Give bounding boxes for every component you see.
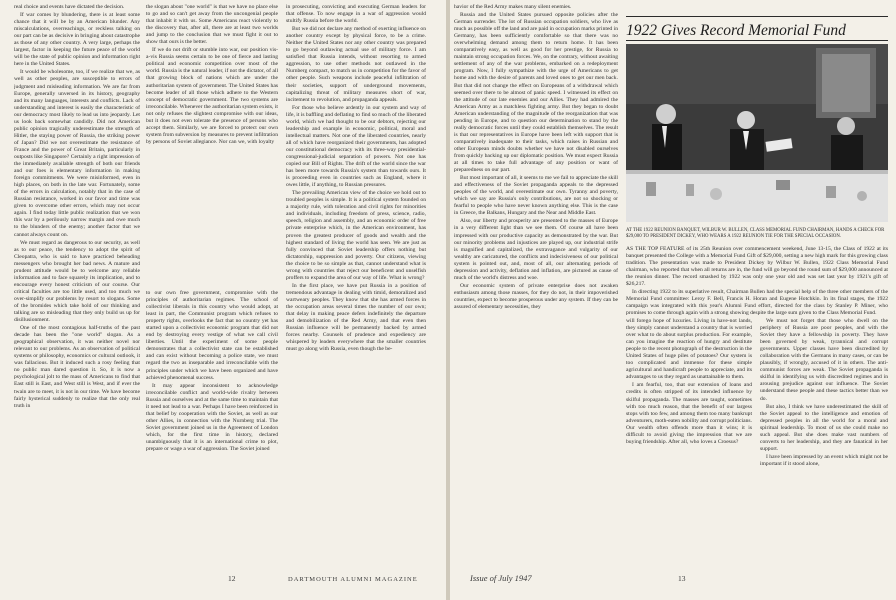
paragraph: In the first place, we have put Russia in a position of tremendous advantage in dealing with timid, demoralized and wartweary peoples. They know that she has armed forces in the occupation areas several times the number of our own; that delay in making peace defers indefinitely the departure and demobilization of the Red Army, and that even then Russian influence will be permanently backed by armed forces nearby. Counsels of prudence and expediency are whispered by leaders everywhere that the smaller countries must go along with Russia, even though the be- — [286, 282, 426, 353]
paragraph: I am fearful, too, that our extension of loans and credits is often stripped of its intended influence by skilful propaganda. The masses are taught, sometimes with too much reason, that the benefit of our largess stops with too few, and among them too many bankrupt adventurers, moth-eaten nobility and corrupt politicians. Our wealth often offends more than it wins; it is difficult to avoid giving the impression that we are buying friendship. After all, who loves a Croesus? — [626, 382, 752, 445]
right-page — [450, 0, 896, 600]
paragraph: Also, our liberty and prosperity are presented to the masses of Europe in a very different light than we see them. Of course all have been impressed with our productive capacity as demonstrated by the war. But our minority problems and injustices are played up, our industrial strife is magnified and capitalized, the extravagance and vulgarity of our wealthy are caricatured, the conflicts and indecisiveness of our political system is pointed out, and, most of all, our alternating periods of depression and activity, deflation and inflation, are pictured as cause of much of the world's distress and woe. — [454, 218, 618, 281]
right-column-1 — [454, 4, 618, 566]
paragraph: havior of the Red Army makes many silent enemies. — [454, 4, 572, 10]
paragraph: In directing 1922 to its superlative result, Chairman Bullen had the special help of the three other members of the Memorial Fund committee: Leroy F. Bell, Francis H. Horan and Eugene Hotchkin. In its final stages, the 1922 campaign was integrated with this year's Alumni Fund effort, directed for the class by Stanley P. Miner, who promises to come through again with a strong showing despite the large sum given to the Class Memorial Fund. — [626, 289, 888, 317]
left-column-2-top — [146, 4, 278, 282]
paragraph: But we did not declare any method of exerting influence on another country except by physical force, to be a crime. Neither the United States nor any other country was prepared to go beyond outlawing actual use of military force. I am satisfied that Russia intends, without resorting to armed aggression, to use other methods not outlawed in the Nurnberg compact, to match us in competition for the favor of other people. Such weapons include peaceful infiltration of their societies, support of underground movements, capitalizing threat of military measures short of war, incitement to revolution, and propaganda appeals. — [286, 26, 426, 103]
right-column-3 — [760, 318, 888, 566]
banquet-photo-illustration — [626, 44, 888, 222]
article-body — [626, 246, 888, 318]
paragraph: We must regard as dangerous to our security, as well as to our peace, the tendency to adopt the spirit of Cleopatra, who is said to have practiced beheading messengers who brought her bad news. A mature and prudent attitude would be to welcome any reliable information and to face squarely its implication, and to encourage every honest criticism of our course. Our critical faculties are too little used, and too much we over-simplify our problems by resort to slogans. Some of the bromides which take hold of our thinking and talking are so misleading that they only build us up for disillusionment. — [14, 239, 140, 324]
left-column-1 — [14, 4, 140, 566]
paragraph: will forego hope of luxuries. Living in have-not lands, they simply cannot understand a country that is worried over what to do about surplus production. For example, can you imagine the reaction of hungry and destitute people to the recent photograph of the destruction in the United States of huge piles of potatoes? Our system is too complicated and immense for these simple agricultural and handicraft people to appreciate, and its advantages to us they regard as unattainable to them. — [626, 318, 752, 381]
paragraph: If we do not drift or stumble into war, our position vis-a-vis Russia seems certain to be one of fierce and lasting political and economic competition over most of the world. Russia is the natural leader, if not the dictator, of all that growing block of nations which are under the authoritarian system of government. The United States has become leader of all those which adhere to the Western concept of democratic government. The two systems are irreconcilable. Whenever the authoritarian system exists, it not only refuses the slightest compromise with our ideas, but it does not even tolerate the presence of persons who accept them. Similarly, we are forced to protect our own system from subversion by measures to prevent infiltration by persons of Soviet allegiance. Nor can we, with loyalty — [146, 47, 278, 145]
page-number: 13 — [678, 574, 686, 583]
paragraph: the slogan about "one world" is that we have no place else to go and so can't get away from the uncongenial people that inhabit it with us. Some Americans react violently to the discovery that, after all, there are at least two worlds and jump to the conclusion that we must fight it out to show that ours is the better. — [146, 4, 278, 46]
paragraph: We must not forget that those who dwell on the periphery of Russia are poor peoples, and with the Soviet they have a fellowship in poverty. They have been governed by weak, tyrannical and corrupt governments. Upper classes have been discredited by collaboration with the Germans in many cases, or can be plausibly, if wrongly, accused of it in others. The anti-communist forces are weak. The Soviet propaganda is skilful in identifying us with discredited regimes and in arousing prejudice against our influence. The Soviet understand these people and these tactics better than we do. — [760, 318, 888, 402]
running-head: DARTMOUTH ALUMNI MAGAZINE — [288, 576, 418, 583]
paragraph: AS THE TOP FEATURE of its 25th Reunion over commencement weekend, June 13-15, the Class of 1922 at its banquet presented the College with a Memorial Fund Gift of $29,000, setting a new high mark for this growing class tradition. The presentation was made to President Dickey by Wilbur W. Bullen, 1922 Class Memorial Fund chairman, who reported that when all returns are in, the fund will go beyond the round sum of $29,000 announced at the reunion dinner. The record smashed by 1922 was only one year old and was set last year by 1921's gift of $26,217. — [626, 246, 888, 288]
paragraph: The prevailing American view of the choice we hold out to troubled peoples is simple. It is a political system founded on a majority rule, with toleration and civil rights for minorities and individuals, including freedom of press, science, radio, speech, religion and assembly, and an economic order of free private enterprise which, in the American environment, has proven the greatest producer of goods and wealth and the highest standard of living the world has seen. We are just as fully convinced that Soviet leadership offers nothing but dictatorship, suppression and poverty. Our citizens, viewing the choice to be so simple as that, cannot understand what is wrong with countries that reject our beneficent and unselfish proffers to expand the area of our way of life. What is wrong? — [286, 190, 426, 281]
paragraph: Our economic system of private enterprise does not awaken enthusiasm among those masses, for they do not, in their impoverished countries, expect to become prosperous under any system. If they can be assured of elementary necessities, they — [454, 282, 618, 310]
paragraph: to our own free government, compromise with the principles of authoritarian regimes. The school of collectivist liberals in this country who would adopt, at least in part, the Communist program which refuses to property rights, overlooks the fact that no country yet has started upon a collectivist economic program that did not end by destroying every vestige of what we call civil liberties. Until the experiment of some people demonstrates that a collectivist state can be established and can exist without becoming a police state, we must regard the two as inseparable and irreconcilable with the principles under which we have been organized and have achieved phenomenal success. — [146, 290, 278, 381]
issue-line: Issue of July 1947 — [470, 573, 532, 583]
paragraph: If war comes by blundering, there is at least some chance that it will be by an American blunder. Any miscalculations, overreachings, or reckless talking on our part can be as decisive in bringing about catastrophe as those of any other country. A very large, perhaps the largest, factor in keeping the future peace of the world will be the state of public opinion and information right here in the United States. — [14, 12, 140, 68]
paragraph: But also, I think we have underestimated the skill of the Soviet appeal to the intelligence and emotion of depressed peoples in all the world for a moral and spiritual leadership. To most of us she could make no such appeal. But she does make vast numbers of converts to her leadership, and they are fanatical in her support. — [760, 403, 888, 452]
banquet-photo — [626, 44, 888, 222]
paragraph: real choice and events have dictated the decision. — [14, 4, 125, 10]
paragraph: One of the most contagious half-truths of the past decade has been the "one world" slogan. As a geographical observation, it was neither novel nor relevant to our problems. As an observation of political systems or philosophy, economics or cultural outlook, it was fallacious. But it induced such a rosy feeling that no public man dared question it. So, it is now a psychological jolt to the mass of Americans to find that East still is East, and West still is West, and if ever the twain are to meet, it is not in our time. We have become fairly hysterical suddenly to realize that the only real truth in — [14, 325, 140, 409]
paragraph: Russia and the United States pursued opposite policies after the German surrender. The lot of Russian occupation soldiers, who live as much as possible off the land and are paid in occupation marks printed in Germany, has been sufficiently comfortable so that there was no overwhelming demand among them to return home. It has been comparatively easy, as well as good for her prestige, for Russia to maintain strong occupation forces. We, on the contrary, without awaiting settlement of any of the war problems, embarked on a redeployment program. Now, I fully sympathize with the urge of Americans to get home and with the desire of parents and loved ones to get our men back. But that did not change the effect on Europeans of a withdrawal which seemed over there to be almost of panic speed. I witnessed its effect on the attitude of our late enemies and our Allies. They had admired the American Army as a matchless fighting army. But they began to doubt American understanding of the magnitude of the reorganization that was pending in Europe, and to question our determination to stand by the really democratic forces until they could establish themselves. The result is that our representatives in Europe have been left with support that is comparatively inadequate to their tasks, which raises in Russian and other European minds doubts whether we have not disabled ourselves from quickly backing up our diplomatic position. We must expect Russia at all times to take full advantage of any position or want of preparedness on our part. — [454, 12, 618, 174]
paragraph: For those who believe ardently in our system and way of life, it is baffling and deflating to find so much of the liberated world, which we had thought to be our debtors, rejecting our leadership and example in economic, political, moral and intellectual matters. Not one of the liberated countries, nearly all of which have reorganized their governments, has adopted our constitutional democracy with its three-way presidential-congressional-judicial separation of powers. Not one has copied our Bill of Rights. The drift of the world since the war has been more towards Russia's system than towards ours. It is proceeding even in countries such as England, where it owes little, if anything, to Russian pressures. — [286, 104, 426, 189]
photo-caption: AT THE 1922 REUNION BANQUET, WILBUR W. BULLEN, CLASS MEMORIAL FUND CHAIRMAN, HANDS A CHECK FOR $29,000 TO PRESIDENT DICKEY, WHO WEARS A 1922 REUNION TIE FOR THE SPECIAL OCCASION. — [626, 228, 885, 239]
paragraph: It would be wholesome, too, if we realize that we, as well as other peoples, are susceptible to errors of judgment and misleading information. We are far from Europe, generally unversed in its history, geography and its many languages, interests and conflicts. Lack of understanding and interest is easily the characteristic of our democracy most likely to lead us into jeopardy. Let us look back somewhat candidly. Did not American public opinion tragically underestimate the strength of Hitler, the staying power of Russia, the striking power of Japan? Did we not overestimate the resistance of France and the power of Great Britain, particularly in outposts like Singapore? Certainly a right impression of the immediately available strength of both our friends and our foes is elementary information in making foreign commitments. We were misinformed, even in high places, on both in the late war. Fortunately, some of the errors in calculation, notably that in the case of Russian resistance, worked in our favor and time was given to overcome other errors, which may not occur again. I find today little public realization that we won this war by a perilously narrow margin and owe much to the blunders of the enemy; another factor that we cannot always count on. — [14, 69, 140, 238]
paragraph: It may appear inconsistent to acknowledge irreconcilable conflict and world-wide rivalry between Russia and ourselves and at the same time to maintain that it need not lead to a war. Perhaps I have been reinforced in that belief by cooperation with the Soviet, as well as our other Allies, in connection with the Nurnberg trial. The Soviet government joined us in the Agreement of London which, for the first time in history, declared unambiguously that it is an international crime to plot, prepare or wage a war of aggression. The Soviet joined — [146, 382, 278, 453]
page-number: 12 — [228, 574, 236, 583]
left-page — [0, 0, 446, 600]
paragraph: But most important of all, it seems to me we fail to appreciate the skill and effectiveness of the Soviet propaganda appeals to the depressed peoples of the world, and overestimate our own. Tyranny and poverty, which we say are Russia's only contributions, are not so shocking or fearful to people who have never known anything else. This is the case in Greece, the Balkans, Hungary and the Near and Middle East. — [454, 175, 618, 217]
left-column-3 — [286, 4, 426, 566]
headline-rule-bottom — [626, 40, 888, 41]
right-column-2 — [626, 318, 752, 566]
left-column-2-bottom — [146, 290, 278, 566]
article-headline: 1922 Gives Record Memorial Fund — [626, 22, 846, 39]
paragraph: I have been impressed by an event which might not be important if it stood alone, — [760, 453, 888, 467]
headline-rule-top — [626, 16, 888, 17]
paragraph: in prosecuting, convicting and executing German leaders for that offense. To now engage in a war of aggression would stultify Russia before the world. — [286, 4, 426, 25]
